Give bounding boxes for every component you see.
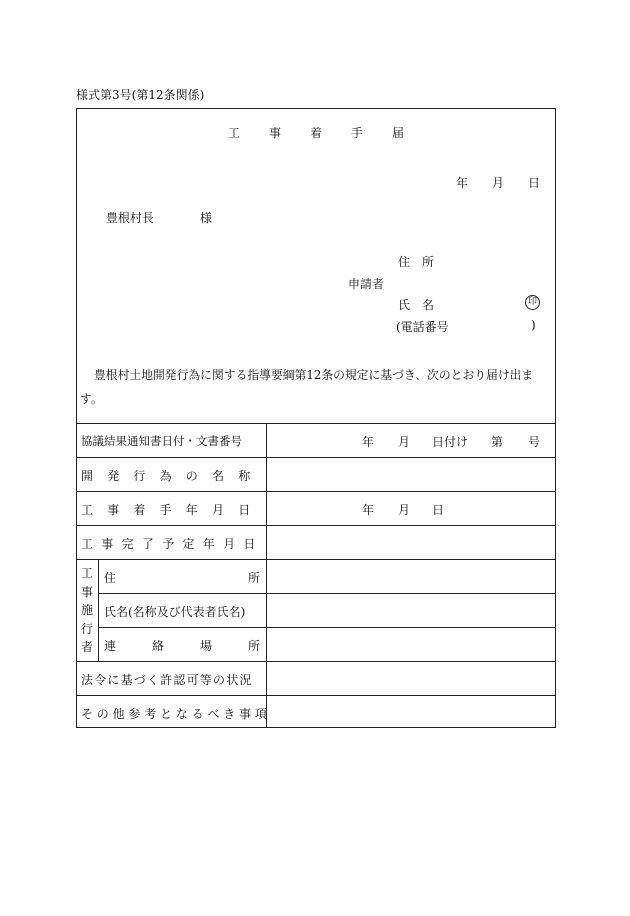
row-label-contractor-name: 氏名(名称及び代表者氏名)	[104, 605, 246, 619]
title-char: 手	[350, 126, 363, 140]
title-char: 着	[309, 126, 322, 140]
group-label-char: 工	[80, 566, 93, 580]
row-label-notes: その他参考となるべき事項	[81, 707, 271, 721]
table-rule	[76, 457, 556, 458]
table-rule	[98, 593, 556, 594]
form-title	[228, 124, 404, 141]
notice-month: 月	[398, 435, 411, 449]
form-frame	[76, 108, 556, 728]
table-rule	[76, 525, 556, 526]
table-rule	[76, 491, 556, 492]
title-char: 届	[391, 126, 404, 140]
body-text-line1: 豊根村土地開発行為に関する指導要綱第12条の規定に基づき、次のとおり届け出ま	[94, 368, 534, 382]
table-rule	[98, 627, 556, 628]
group-label-char: 施	[80, 603, 93, 617]
applicant-label: 申請者	[348, 277, 385, 291]
table-rule	[76, 559, 556, 560]
group-label-char: 事	[80, 584, 93, 599]
applicant-phone-open: (電話番号	[396, 320, 449, 334]
applicant-phone-close: )	[531, 318, 536, 332]
seal-mark: 印	[525, 295, 540, 310]
group-label-contractor	[80, 564, 94, 657]
applicant-address-label: 住 所	[398, 255, 435, 269]
row-label-permits: 法令に基づく許認可等の状況	[81, 673, 253, 687]
table-rule	[76, 423, 556, 424]
form-label: 様式第3号(第12条関係)	[76, 88, 205, 102]
row-label-project-name: 開発行為の名称	[81, 469, 265, 483]
row-label-completion-date: 工事完了予定年月日	[81, 537, 264, 551]
row-label-notice: 協議結果通知書日付・文書番号	[81, 434, 242, 448]
row-label-contractor-contact: 連絡場所	[104, 639, 297, 653]
date-day: 日	[528, 176, 541, 190]
row-label-contractor-address: 住所	[104, 571, 393, 585]
notice-no-prefix: 第	[491, 435, 504, 449]
table-rule	[76, 661, 556, 662]
start-year: 年	[362, 503, 375, 517]
notice-no-suffix: 号	[528, 435, 541, 449]
addressee-honorific: 様	[200, 211, 213, 225]
notice-day: 日付け	[432, 435, 469, 449]
row-label-start-date: 工事着手年月日	[81, 503, 265, 517]
date-year: 年	[456, 176, 469, 190]
start-month: 月	[398, 503, 411, 517]
group-label-char: 行	[80, 621, 93, 636]
start-day: 日	[432, 503, 445, 517]
title-char: 工	[228, 126, 241, 140]
title-char: 事	[268, 126, 281, 140]
date-month: 月	[492, 176, 505, 190]
notice-year: 年	[362, 435, 375, 449]
body-text-line2: す。	[80, 392, 103, 406]
table-column-rule	[98, 559, 99, 661]
addressee-name: 豊根村長	[106, 211, 155, 225]
table-rule	[76, 695, 556, 696]
group-label-char: 者	[80, 640, 93, 654]
applicant-name-label: 氏 名	[398, 298, 435, 312]
